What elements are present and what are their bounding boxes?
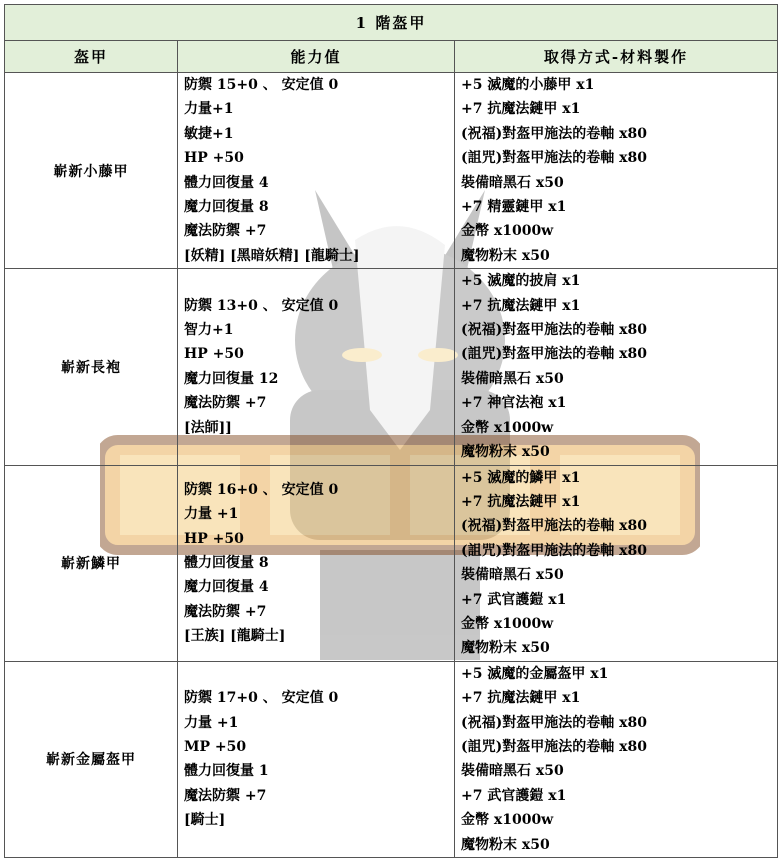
material-line: +5 滅魔的披肩 x1: [461, 273, 581, 290]
armor-materials: [455, 661, 778, 857]
stat-line: 防禦 17+0 、 安定值 0: [184, 690, 339, 707]
material-line: (祝福)對盔甲施法的卷軸 x80: [461, 518, 647, 535]
material-line: (詛咒)對盔甲施法的卷軸 x80: [461, 542, 647, 559]
stat-line: HP +50: [184, 346, 244, 363]
material-line: 金幣 x1000w: [461, 419, 554, 436]
column-header-materials: 取得方式-材料製作: [455, 41, 778, 73]
material-line: +7 武官護鎧 x1: [461, 787, 567, 804]
stat-line: 力量+1: [184, 101, 234, 118]
material-line: 魔物粉末 x50: [461, 836, 550, 853]
table-title: 1 階盔甲: [5, 5, 778, 41]
stat-line: 魔力回復量 4: [184, 579, 269, 596]
table-header-row: [5, 41, 778, 73]
stat-line: 魔力回復量 8: [184, 199, 269, 216]
stat-line: 智力+1: [184, 322, 234, 339]
material-line: +7 抗魔法鏈甲 x1: [461, 690, 581, 707]
material-line: 裝備暗黑石 x50: [461, 567, 564, 584]
stat-line: 力量 +1: [184, 714, 239, 731]
armor-materials: [455, 73, 778, 269]
armor-name: 嶄新鱗甲: [5, 465, 178, 661]
stat-line: 防禦 15+0 、 安定值 0: [184, 77, 339, 93]
stat-line: 體力回復量 8: [184, 554, 269, 571]
material-line: +7 抗魔法鏈甲 x1: [461, 297, 581, 314]
table-row: [5, 465, 778, 661]
column-header-stats: 能力值: [178, 41, 455, 73]
material-line: (詛咒)對盔甲施法的卷軸 x80: [461, 150, 647, 167]
material-line: 魔物粉末 x50: [461, 640, 550, 657]
armor-materials: [455, 269, 778, 465]
material-line: 魔物粉末 x50: [461, 247, 550, 264]
stat-line: 防禦 16+0 、 安定值 0: [184, 481, 339, 498]
stat-line: 魔法防禦 +7: [184, 395, 267, 412]
stat-line: [法師]]: [184, 419, 232, 436]
stat-line: 力量 +1: [184, 506, 239, 523]
material-line: 金幣 x1000w: [461, 812, 554, 829]
stat-line: [騎士]: [184, 812, 226, 829]
stat-line: [王族] [龍騎士]: [184, 628, 286, 645]
table-row: [5, 73, 778, 269]
armor-stats: [178, 269, 455, 465]
material-line: +7 武官護鎧 x1: [461, 591, 567, 608]
material-line: (祝福)對盔甲施法的卷軸 x80: [461, 714, 647, 731]
material-line: +7 抗魔法鏈甲 x1: [461, 493, 581, 510]
stat-line: HP +50: [184, 530, 244, 547]
stat-line: 敏捷+1: [184, 125, 234, 142]
stat-line: [妖精] [黑暗妖精] [龍騎士]: [184, 247, 360, 264]
stat-line: HP +50: [184, 150, 244, 167]
material-line: +5 滅魔的金屬盔甲 x1: [461, 665, 609, 682]
armor-stats: [178, 465, 455, 661]
armor-stats: [178, 661, 455, 857]
stat-line: 魔力回復量 12: [184, 370, 279, 387]
stat-line: 體力回復量 4: [184, 174, 269, 191]
material-line: 魔物粉末 x50: [461, 444, 550, 461]
armor-stats: [178, 73, 455, 269]
material-line: +7 神官法袍 x1: [461, 395, 567, 412]
table-row: [5, 661, 778, 857]
armor-table: [4, 4, 778, 858]
table-title-row: [5, 5, 778, 41]
stat-line: 體力回復量 1: [184, 763, 269, 780]
material-line: 金幣 x1000w: [461, 615, 554, 632]
material-line: (祝福)對盔甲施法的卷軸 x80: [461, 125, 647, 142]
stat-line: 魔法防禦 +7: [184, 223, 267, 240]
stat-line: 魔法防禦 +7: [184, 603, 267, 620]
material-line: +5 滅魔的小藤甲 x1: [461, 77, 595, 93]
armor-name: 嶄新長袍: [5, 269, 178, 465]
material-line: 裝備暗黑石 x50: [461, 174, 564, 191]
material-line: 裝備暗黑石 x50: [461, 763, 564, 780]
material-line: 金幣 x1000w: [461, 223, 554, 240]
column-header-armor: 盔甲: [5, 41, 178, 73]
stat-line: 防禦 13+0 、 安定值 0: [184, 297, 339, 314]
stat-line: 魔法防禦 +7: [184, 787, 267, 804]
armor-name: 嶄新金屬盔甲: [5, 661, 178, 857]
material-line: +7 抗魔法鏈甲 x1: [461, 101, 581, 118]
material-line: (詛咒)對盔甲施法的卷軸 x80: [461, 346, 647, 363]
material-line: (祝福)對盔甲施法的卷軸 x80: [461, 322, 647, 339]
armor-name: 嶄新小藤甲: [5, 73, 178, 269]
stat-line: MP +50: [184, 738, 247, 755]
material-line: +7 精靈鏈甲 x1: [461, 199, 567, 216]
material-line: 裝備暗黑石 x50: [461, 370, 564, 387]
material-line: (詛咒)對盔甲施法的卷軸 x80: [461, 738, 647, 755]
material-line: +5 滅魔的鱗甲 x1: [461, 469, 581, 486]
table-row: [5, 269, 778, 465]
armor-materials: [455, 465, 778, 661]
